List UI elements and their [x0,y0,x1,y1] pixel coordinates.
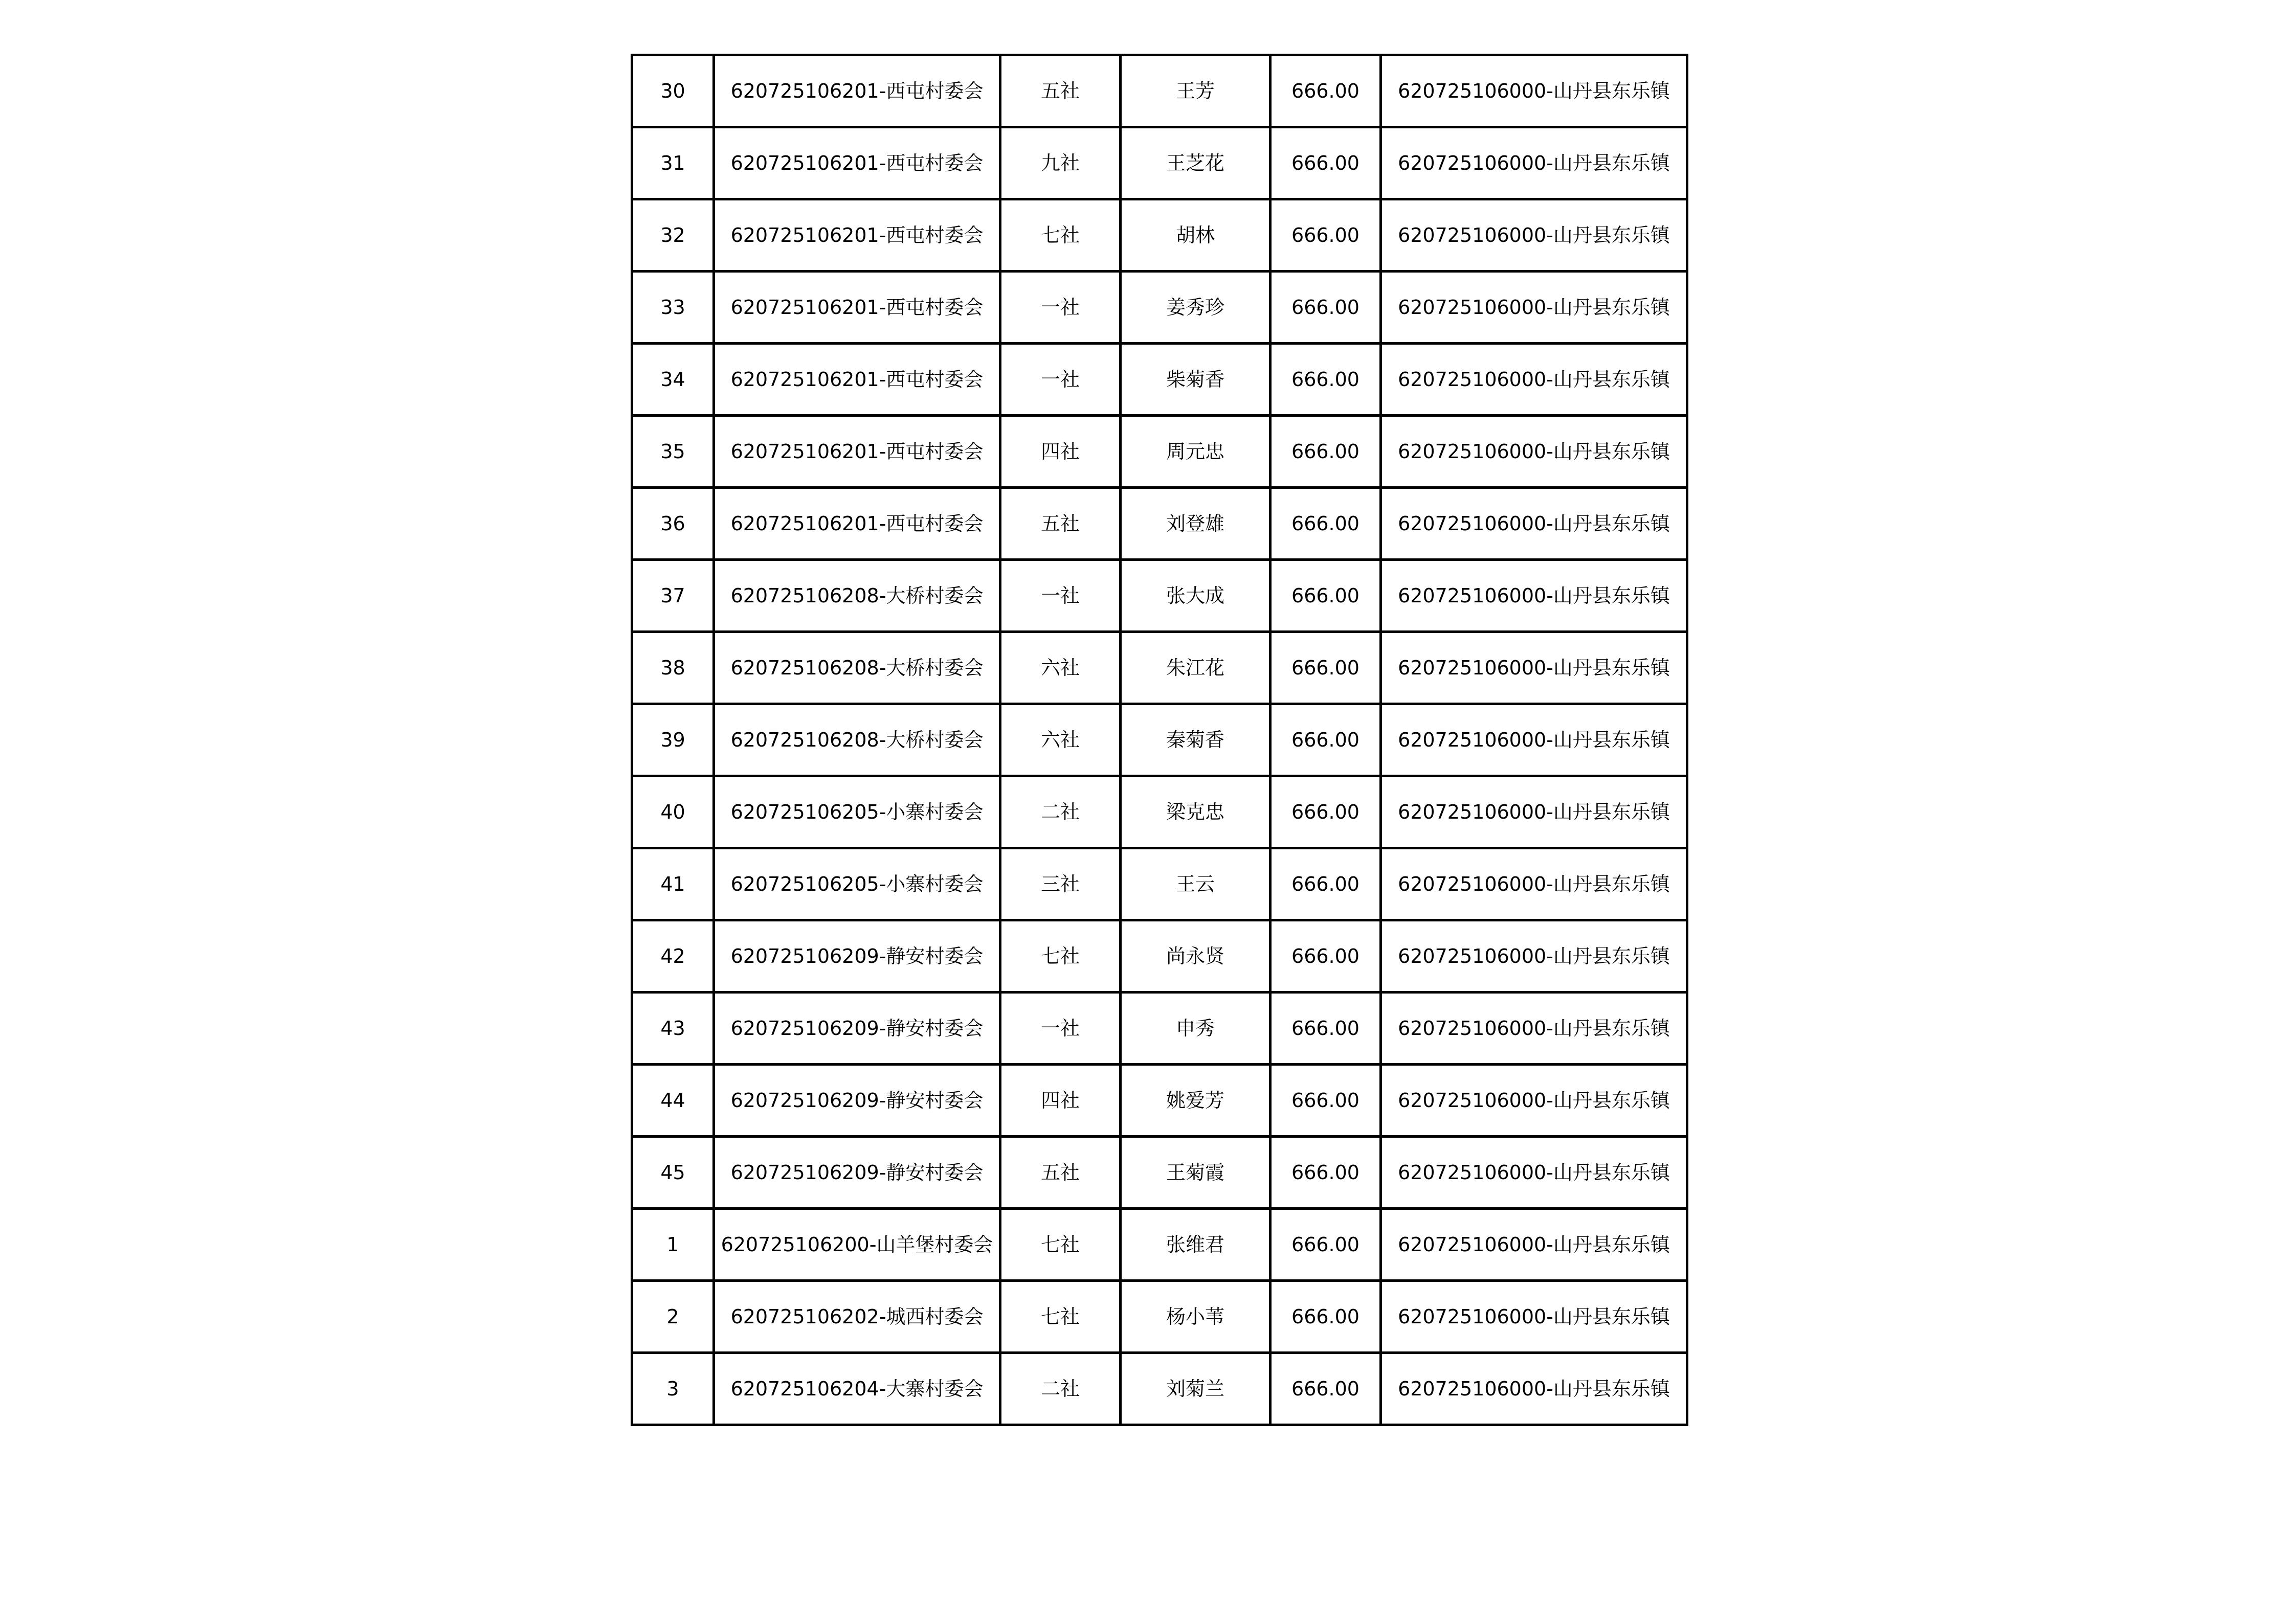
group-cell: 九社 [1000,127,1121,199]
name-cell: 刘菊兰 [1121,1353,1270,1425]
table-row [632,199,1687,272]
group-cell: 三社 [1000,848,1121,920]
group-cell: 五社 [1000,55,1121,127]
group-cell: 七社 [1000,1281,1121,1353]
town-cell: 620725106000-山丹县东乐镇 [1381,920,1687,993]
village-cell: 620725106209-静安村委会 [714,920,1000,993]
row-number-cell: 42 [632,920,714,993]
village-cell: 620725106201-西屯村委会 [714,344,1000,416]
group-cell: 七社 [1000,199,1121,272]
name-cell: 柴菊香 [1121,344,1270,416]
town-cell: 620725106000-山丹县东乐镇 [1381,776,1687,848]
amount-cell: 666.00 [1270,1353,1381,1425]
table-row [632,560,1687,632]
village-cell: 620725106205-小寨村委会 [714,848,1000,920]
village-cell: 620725106201-西屯村委会 [714,416,1000,488]
amount-cell: 666.00 [1270,1065,1381,1137]
name-cell: 申秀 [1121,993,1270,1065]
name-cell: 王云 [1121,848,1270,920]
amount-cell: 666.00 [1270,344,1381,416]
town-cell: 620725106000-山丹县东乐镇 [1381,127,1687,199]
row-number-cell: 38 [632,632,714,704]
town-cell: 620725106000-山丹县东乐镇 [1381,1137,1687,1209]
village-cell: 620725106201-西屯村委会 [714,127,1000,199]
name-cell: 尚永贤 [1121,920,1270,993]
village-cell: 620725106201-西屯村委会 [714,272,1000,344]
village-cell: 620725106201-西屯村委会 [714,488,1000,560]
group-cell: 五社 [1000,488,1121,560]
table-row [632,776,1687,848]
town-cell: 620725106000-山丹县东乐镇 [1381,416,1687,488]
town-cell: 620725106000-山丹县东乐镇 [1381,1065,1687,1137]
village-cell: 620725106205-小寨村委会 [714,776,1000,848]
row-number-cell: 45 [632,1137,714,1209]
name-cell: 王菊霞 [1121,1137,1270,1209]
table-row [632,704,1687,776]
amount-cell: 666.00 [1270,776,1381,848]
village-cell: 620725106201-西屯村委会 [714,199,1000,272]
town-cell: 620725106000-山丹县东乐镇 [1381,55,1687,127]
name-cell: 梁克忠 [1121,776,1270,848]
row-number-cell: 34 [632,344,714,416]
town-cell: 620725106000-山丹县东乐镇 [1381,993,1687,1065]
group-cell: 七社 [1000,1209,1121,1281]
group-cell: 四社 [1000,1065,1121,1137]
table-row [632,488,1687,560]
town-cell: 620725106000-山丹县东乐镇 [1381,704,1687,776]
town-cell: 620725106000-山丹县东乐镇 [1381,488,1687,560]
village-cell: 620725106208-大桥村委会 [714,560,1000,632]
amount-cell: 666.00 [1270,1137,1381,1209]
table-row [632,920,1687,993]
town-cell: 620725106000-山丹县东乐镇 [1381,199,1687,272]
name-cell: 王芝花 [1121,127,1270,199]
table-row [632,848,1687,920]
village-cell: 620725106208-大桥村委会 [714,632,1000,704]
table-row [632,272,1687,344]
town-cell: 620725106000-山丹县东乐镇 [1381,560,1687,632]
town-cell: 620725106000-山丹县东乐镇 [1381,344,1687,416]
table-row [632,1353,1687,1425]
town-cell: 620725106000-山丹县东乐镇 [1381,1209,1687,1281]
row-number-cell: 3 [632,1353,714,1425]
roster-table [631,54,1688,1426]
table-row [632,1065,1687,1137]
table-row [632,416,1687,488]
town-cell: 620725106000-山丹县东乐镇 [1381,272,1687,344]
group-cell: 六社 [1000,632,1121,704]
group-cell: 一社 [1000,560,1121,632]
row-number-cell: 33 [632,272,714,344]
town-cell: 620725106000-山丹县东乐镇 [1381,848,1687,920]
group-cell: 一社 [1000,272,1121,344]
name-cell: 杨小苇 [1121,1281,1270,1353]
name-cell: 王芳 [1121,55,1270,127]
roster-table-body [632,55,1687,1425]
town-cell: 620725106000-山丹县东乐镇 [1381,1353,1687,1425]
group-cell: 一社 [1000,344,1121,416]
amount-cell: 666.00 [1270,848,1381,920]
group-cell: 二社 [1000,1353,1121,1425]
village-cell: 620725106204-大寨村委会 [714,1353,1000,1425]
amount-cell: 666.00 [1270,55,1381,127]
row-number-cell: 40 [632,776,714,848]
amount-cell: 666.00 [1270,488,1381,560]
amount-cell: 666.00 [1270,199,1381,272]
amount-cell: 666.00 [1270,416,1381,488]
name-cell: 姜秀珍 [1121,272,1270,344]
row-number-cell: 1 [632,1209,714,1281]
table-row [632,1209,1687,1281]
table-row [632,127,1687,199]
table-row [632,632,1687,704]
name-cell: 张维君 [1121,1209,1270,1281]
amount-cell: 666.00 [1270,1281,1381,1353]
village-cell: 620725106209-静安村委会 [714,993,1000,1065]
village-cell: 620725106201-西屯村委会 [714,55,1000,127]
row-number-cell: 36 [632,488,714,560]
group-cell: 二社 [1000,776,1121,848]
amount-cell: 666.00 [1270,993,1381,1065]
amount-cell: 666.00 [1270,920,1381,993]
row-number-cell: 37 [632,560,714,632]
table-row [632,993,1687,1065]
row-number-cell: 44 [632,1065,714,1137]
row-number-cell: 2 [632,1281,714,1353]
name-cell: 周元忠 [1121,416,1270,488]
row-number-cell: 41 [632,848,714,920]
table-row [632,55,1687,127]
table-row [632,344,1687,416]
group-cell: 六社 [1000,704,1121,776]
amount-cell: 666.00 [1270,1209,1381,1281]
group-cell: 一社 [1000,993,1121,1065]
amount-cell: 666.00 [1270,272,1381,344]
row-number-cell: 31 [632,127,714,199]
village-cell: 620725106209-静安村委会 [714,1137,1000,1209]
table-row [632,1281,1687,1353]
amount-cell: 666.00 [1270,632,1381,704]
group-cell: 四社 [1000,416,1121,488]
group-cell: 五社 [1000,1137,1121,1209]
table-row [632,1137,1687,1209]
village-cell: 620725106202-城西村委会 [714,1281,1000,1353]
amount-cell: 666.00 [1270,127,1381,199]
row-number-cell: 32 [632,199,714,272]
name-cell: 胡林 [1121,199,1270,272]
town-cell: 620725106000-山丹县东乐镇 [1381,632,1687,704]
row-number-cell: 30 [632,55,714,127]
town-cell: 620725106000-山丹县东乐镇 [1381,1281,1687,1353]
name-cell: 刘登雄 [1121,488,1270,560]
village-cell: 620725106208-大桥村委会 [714,704,1000,776]
amount-cell: 666.00 [1270,704,1381,776]
name-cell: 张大成 [1121,560,1270,632]
village-cell: 620725106200-山羊堡村委会 [714,1209,1000,1281]
row-number-cell: 35 [632,416,714,488]
name-cell: 秦菊香 [1121,704,1270,776]
group-cell: 七社 [1000,920,1121,993]
name-cell: 朱江花 [1121,632,1270,704]
amount-cell: 666.00 [1270,560,1381,632]
row-number-cell: 39 [632,704,714,776]
name-cell: 姚爱芳 [1121,1065,1270,1137]
village-cell: 620725106209-静安村委会 [714,1065,1000,1137]
row-number-cell: 43 [632,993,714,1065]
